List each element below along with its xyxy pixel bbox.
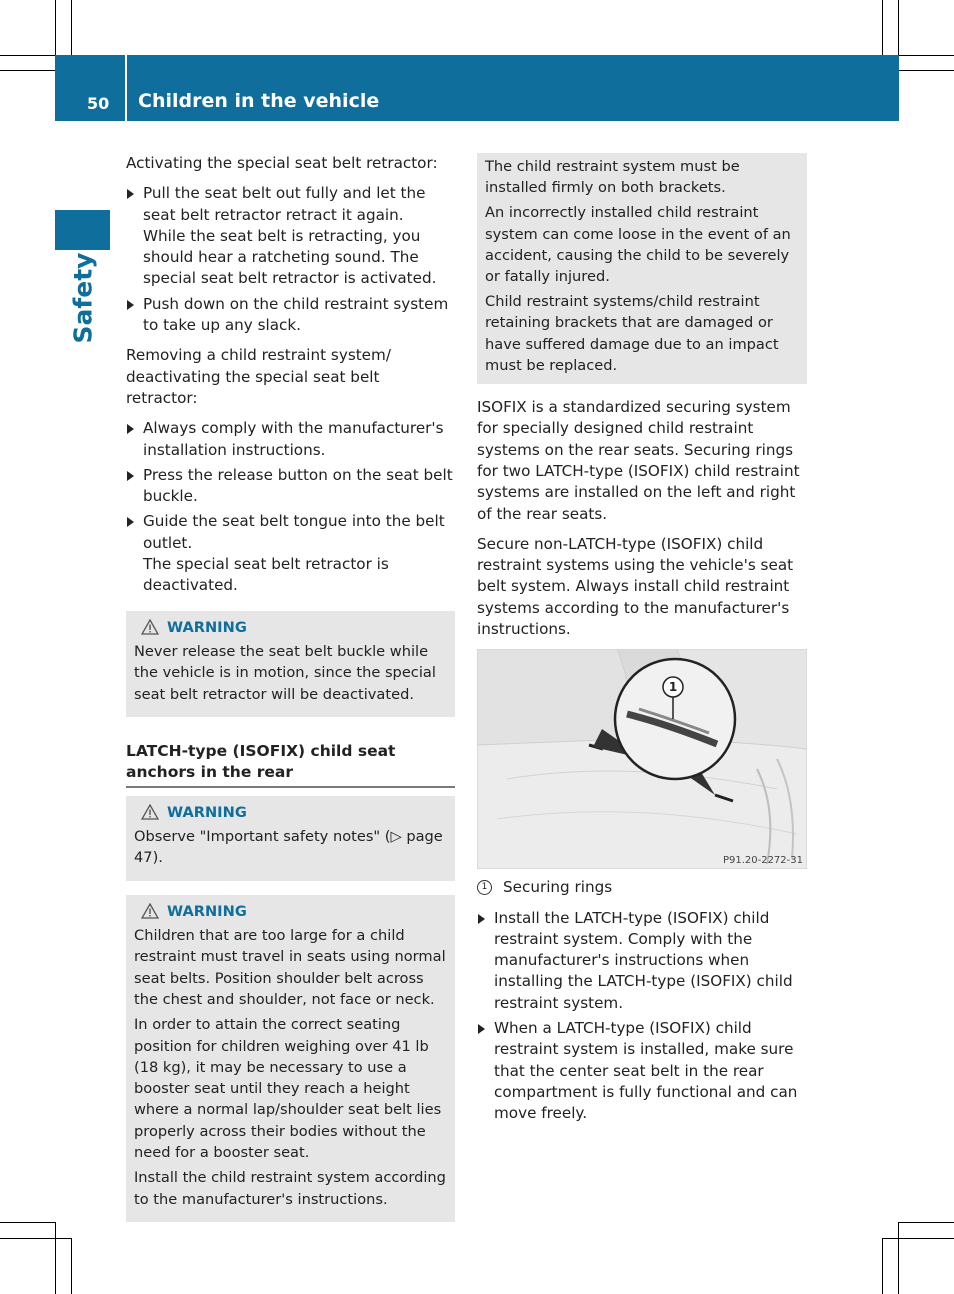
crop-mark bbox=[899, 55, 954, 56]
left-column bbox=[126, 153, 455, 1236]
warning-box bbox=[126, 895, 455, 1222]
step-text: Always comply with the manufacturer's installation instructions. bbox=[143, 419, 444, 459]
warning-heading: WARNING bbox=[134, 617, 447, 638]
step-result: While the seat belt is retracting, you should hear a ratcheting sound. The special seat belt retractor is activated. bbox=[143, 226, 437, 288]
step-text: Pull the seat belt out fully and let the seat belt retractor retract it again. bbox=[143, 184, 426, 224]
crop-mark bbox=[0, 55, 55, 56]
seat-figure bbox=[477, 649, 807, 869]
box-text: Child restraint systems/child restraint retaining brackets that are damaged or have suffered damage due to an impact must be replaced. bbox=[485, 293, 779, 374]
legend-text: Securing rings bbox=[503, 878, 613, 897]
crop-mark bbox=[882, 1238, 883, 1294]
crop-mark bbox=[899, 70, 954, 71]
chapter-title: Children in the vehicle bbox=[138, 90, 380, 112]
step-result: The special seat belt retractor is deactivated. bbox=[143, 555, 389, 595]
warning-heading: WARNING bbox=[134, 901, 447, 922]
step-text: Push down on the child restraint system to take up any slack. bbox=[143, 294, 449, 335]
warning-triangle-icon bbox=[141, 619, 159, 635]
step-text: When a LATCH-type (ISOFIX) child restraint system is installed, make sure that the center seat belt in the rear compartment is fully functional and can move freely. bbox=[494, 1019, 798, 1123]
warning-text: Observe "Important safety notes" (▷ page 47). bbox=[134, 828, 443, 867]
crop-mark bbox=[882, 0, 883, 55]
crop-mark bbox=[899, 1222, 954, 1223]
side-tab-marker bbox=[55, 210, 110, 250]
warning-text: Children that are too large for a child restraint must travel in seats using normal seat belts. Position shoulder belt across the chest and shoulder, not face or neck. bbox=[134, 927, 446, 1008]
side-tab-label: Safety bbox=[68, 252, 98, 344]
warning-text: In order to attain the correct seating position for children weighing over 41 lb (18 kg), it may be necessary to use a booster seat until they reach a height where a normal lap/shoulder seat belt lies properly across their bodies without the need for a booster seat. bbox=[134, 1016, 442, 1161]
warning-text: Never release the seat belt buckle while the vehicle is in motion, since the special seat belt retractor will be deactivated. bbox=[134, 642, 436, 703]
callout-number: 1 bbox=[668, 680, 678, 695]
legend-item bbox=[477, 877, 807, 898]
warning-box bbox=[126, 796, 455, 881]
step-text: Install the LATCH-type (ISOFIX) child restraint system. Comply with the manufacturer's instructions when installing the LATCH-type (ISOFIX) child restraint system. bbox=[494, 908, 793, 1012]
box-text: The child restraint system must be installed firmly on both brackets. bbox=[485, 158, 740, 197]
step-item bbox=[126, 294, 455, 337]
figure-code: P91.20-2272-31 bbox=[722, 855, 803, 867]
legend-number: 1 bbox=[477, 880, 492, 895]
right-column bbox=[477, 153, 807, 1134]
page-number: 50 bbox=[87, 94, 110, 113]
steps-activate bbox=[126, 183, 455, 336]
intro-remove: Removing a child restraint system/ deactivating the special seat belt retractor: bbox=[126, 346, 391, 407]
warning-continued-box bbox=[477, 153, 807, 384]
step-text: Press the release button on the seat belt buckle. bbox=[143, 465, 453, 506]
step-item bbox=[126, 183, 455, 289]
warning-triangle-icon bbox=[141, 804, 159, 820]
warning-heading: WARNING bbox=[134, 802, 447, 823]
steps-install bbox=[477, 908, 807, 1125]
step-arrow-icon bbox=[127, 424, 134, 434]
non-latch-paragraph: Secure non-LATCH-type (ISOFIX) child restraint systems using the vehicle's seat belt system. Always install child restraint systems according to the manufacturer's instructions. bbox=[477, 534, 794, 638]
step-arrow-icon bbox=[127, 300, 134, 310]
step-arrow-icon bbox=[127, 517, 134, 527]
step-arrow-icon bbox=[478, 1024, 485, 1034]
step-arrow-icon bbox=[127, 189, 134, 199]
crop-mark bbox=[71, 1238, 72, 1294]
warning-triangle-icon bbox=[141, 903, 159, 919]
warning-text: Install the child restraint system according to the manufacturer's instructions. bbox=[134, 1169, 446, 1208]
isofix-paragraph: ISOFIX is a standardized securing system for specially designed child restraint systems on the rear seats. Securing rings for two LATCH-type (ISOFIX) child restraint systems are installed on the left and right of the rear seats. bbox=[477, 398, 800, 523]
step-arrow-icon bbox=[127, 471, 134, 481]
crop-mark bbox=[0, 70, 55, 71]
box-text: An incorrectly installed child restraint system can come loose in the event of an accident, causing the child to be severely or fatally injured. bbox=[485, 204, 791, 286]
warning-box bbox=[126, 611, 455, 717]
steps-remove bbox=[126, 418, 455, 596]
step-arrow-icon bbox=[478, 914, 485, 924]
rear-seat-illustration bbox=[477, 649, 807, 869]
crop-mark bbox=[55, 1222, 56, 1294]
step-item bbox=[126, 465, 455, 508]
crop-mark bbox=[71, 0, 72, 55]
page-header bbox=[55, 55, 899, 121]
intro-activate: Activating the special seat belt retractor: bbox=[126, 154, 438, 172]
crop-mark bbox=[0, 1222, 55, 1223]
crop-mark bbox=[0, 1238, 71, 1239]
step-item bbox=[477, 908, 807, 1014]
section-heading: LATCH-type (ISOFIX) child seat anchors in the rear bbox=[126, 741, 455, 788]
step-item bbox=[126, 511, 455, 596]
crop-mark bbox=[883, 1238, 954, 1239]
header-divider bbox=[125, 55, 127, 121]
step-item bbox=[126, 418, 455, 461]
step-text: Guide the seat belt tongue into the belt outlet. bbox=[143, 512, 445, 552]
crop-mark bbox=[898, 1222, 899, 1294]
step-item bbox=[477, 1018, 807, 1124]
